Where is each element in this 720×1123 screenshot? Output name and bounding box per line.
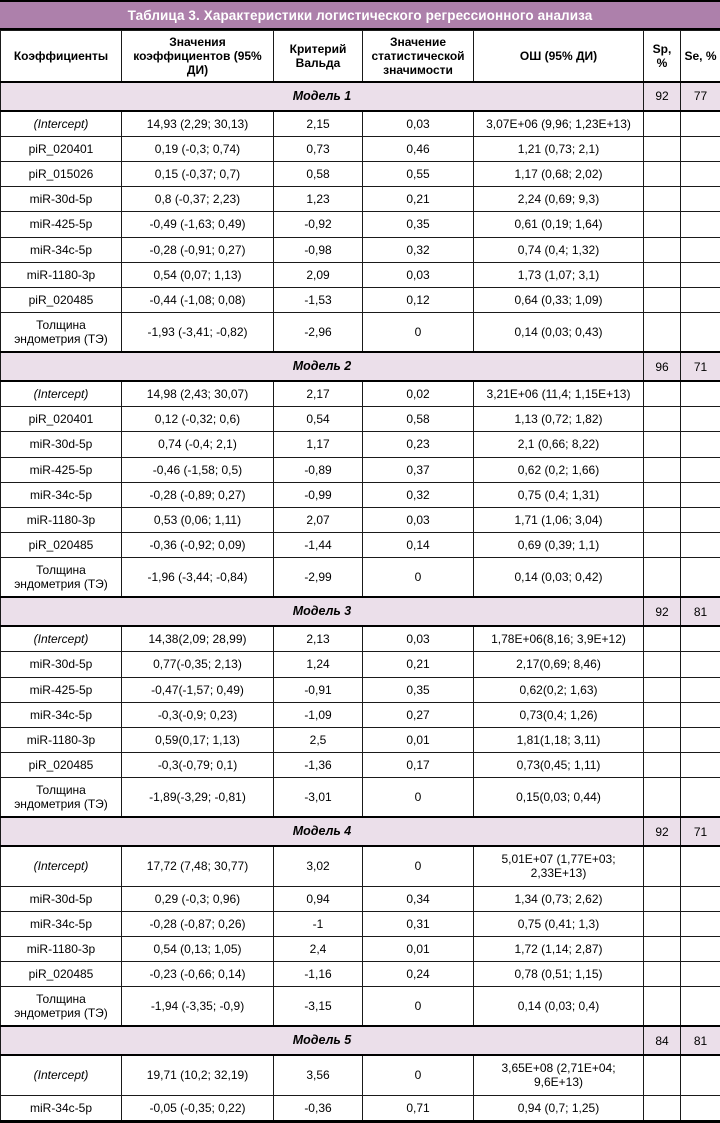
coef-value-cell: -0,44 (-1,08; 0,08) [122,287,274,312]
wald-value-cell: -3,15 [274,987,363,1027]
or-value-cell: 0,64 (0,33; 1,09) [474,287,644,312]
sp-cell [644,1095,681,1121]
se-value: 81 [681,597,720,626]
sp-cell [644,753,681,778]
table-row [1,313,720,353]
coef-value-cell: -0,23 (-0,66; 0,14) [122,962,274,987]
coefficient-name: miR-30d-5p [1,432,122,457]
se-cell [681,778,720,818]
sp-cell [644,162,681,187]
wald-value-cell: -2,96 [274,313,363,353]
coef-value-cell: 14,98 (2,43; 30,07) [122,381,274,407]
coef-value-cell: 14,93 (2,29; 30,13) [122,111,274,137]
wald-value-cell: -1,36 [274,753,363,778]
wald-value-cell: -1,53 [274,287,363,312]
se-value: 71 [681,817,720,846]
p-value-cell: 0,02 [363,381,474,407]
table-row [1,962,720,987]
sp-cell [644,111,681,137]
model-label: Модель 5 [1,1026,644,1055]
p-value-cell: 0,03 [363,626,474,652]
col-header-coefficients: Коэффициенты [1,31,122,83]
model-label: Модель 1 [1,82,644,111]
col-header-significance: Значение статистической значимости [363,31,474,83]
col-header-wald: Критерий Вальда [274,31,363,83]
p-value-cell: 0,24 [363,962,474,987]
se-cell [681,313,720,353]
coefficient-name: miR-30d-5p [1,187,122,212]
se-cell [681,1055,720,1095]
or-value-cell: 0,14 (0,03; 0,42) [474,558,644,598]
table-row [1,936,720,961]
coef-value-cell: -1,94 (-3,35; -0,9) [122,987,274,1027]
coefficient-name: piR_020401 [1,407,122,432]
coef-value-cell: -1,93 (-3,41; -0,82) [122,313,274,353]
table-row [1,262,720,287]
se-cell [681,507,720,532]
col-header-or: ОШ (95% ДИ) [474,31,644,83]
table-row [1,778,720,818]
table-row [1,287,720,312]
sp-cell [644,778,681,818]
model-band-row [1,82,720,111]
coef-value-cell: -0,46 (-1,58; 0,5) [122,457,274,482]
p-value-cell: 0,58 [363,407,474,432]
model-band-row [1,1026,720,1055]
coefficient-name: piR_020485 [1,753,122,778]
se-value: 77 [681,82,720,111]
coef-value-cell: 0,54 (0,13; 1,05) [122,936,274,961]
p-value-cell: 0,14 [363,533,474,558]
table-header [1,31,720,83]
col-header-se: Se, % [681,31,720,83]
or-value-cell: 0,69 (0,39; 1,1) [474,533,644,558]
sp-cell [644,886,681,911]
or-value-cell: 0,14 (0,03; 0,4) [474,987,644,1027]
coefficient-name: miR-34c-5p [1,237,122,262]
coef-value-cell: 0,53 (0,06; 1,11) [122,507,274,532]
sp-cell [644,482,681,507]
wald-value-cell: 2,4 [274,936,363,961]
or-value-cell: 0,75 (0,41; 1,3) [474,911,644,936]
table-row [1,432,720,457]
or-value-cell: 0,73(0,45; 1,11) [474,753,644,778]
wald-value-cell: 0,94 [274,886,363,911]
coefficient-name: piR_015026 [1,162,122,187]
or-value-cell: 2,24 (0,69; 9,3) [474,187,644,212]
wald-value-cell: -1,16 [274,962,363,987]
sp-cell [644,432,681,457]
coefficient-name: miR-34c-5p [1,1095,122,1121]
coef-value-cell: -0,05 (-0,35; 0,22) [122,1095,274,1121]
or-value-cell: 1,71 (1,06; 3,04) [474,507,644,532]
coef-value-cell: -0,3(-0,9; 0,23) [122,702,274,727]
wald-value-cell: 2,5 [274,727,363,752]
coef-value-cell: 0,15 (-0,37; 0,7) [122,162,274,187]
wald-value-cell: 3,02 [274,846,363,886]
sp-cell [644,212,681,237]
p-value-cell: 0 [363,987,474,1027]
p-value-cell: 0,21 [363,652,474,677]
p-value-cell: 0,01 [363,727,474,752]
or-value-cell: 0,73(0,4; 1,26) [474,702,644,727]
wald-value-cell: 0,73 [274,136,363,161]
model-band-row [1,597,720,626]
or-value-cell: 2,17(0,69; 8,46) [474,652,644,677]
wald-value-cell: 2,09 [274,262,363,287]
sp-cell [644,533,681,558]
wald-value-cell: -0,89 [274,457,363,482]
coef-value-cell: -0,47(-1,57; 0,49) [122,677,274,702]
p-value-cell: 0,37 [363,457,474,482]
header-row [1,31,720,83]
p-value-cell: 0,46 [363,136,474,161]
sp-cell [644,936,681,961]
wald-value-cell: -1,09 [274,702,363,727]
regression-table [0,30,720,1123]
se-cell [681,962,720,987]
or-value-cell: 2,1 (0,66; 8,22) [474,432,644,457]
wald-value-cell: -0,92 [274,212,363,237]
table-row [1,533,720,558]
or-value-cell: 1,78E+06(8,16; 3,9E+12) [474,626,644,652]
p-value-cell: 0,12 [363,287,474,312]
table-row [1,482,720,507]
or-value-cell: 0,74 (0,4; 1,32) [474,237,644,262]
table-row [1,753,720,778]
coef-value-cell: -0,28 (-0,91; 0,27) [122,237,274,262]
wald-value-cell: 1,24 [274,652,363,677]
or-value-cell: 0,62(0,2; 1,63) [474,677,644,702]
se-cell [681,652,720,677]
se-cell [681,626,720,652]
col-header-coef-values: Значения коэффициентов (95% ДИ) [122,31,274,83]
or-value-cell: 0,15(0,03; 0,44) [474,778,644,818]
table-row [1,381,720,407]
or-value-cell: 0,94 (0,7; 1,25) [474,1095,644,1121]
sp-value: 84 [644,1026,681,1055]
table-row [1,626,720,652]
col-header-sp: Sp, % [644,31,681,83]
p-value-cell: 0,31 [363,911,474,936]
sp-cell [644,457,681,482]
se-cell [681,162,720,187]
p-value-cell: 0,17 [363,753,474,778]
se-cell [681,482,720,507]
se-cell [681,753,720,778]
sp-cell [644,1055,681,1095]
p-value-cell: 0,21 [363,187,474,212]
coefficient-name: piR_020485 [1,287,122,312]
se-cell [681,287,720,312]
table-row [1,558,720,598]
or-value-cell: 0,75 (0,4; 1,31) [474,482,644,507]
sp-cell [644,727,681,752]
table-row [1,1095,720,1121]
sp-cell [644,136,681,161]
coefficient-name: miR-1180-3p [1,936,122,961]
coef-value-cell: 14,38(2,09; 28,99) [122,626,274,652]
se-cell [681,533,720,558]
coefficient-name: miR-30d-5p [1,886,122,911]
sp-cell [644,407,681,432]
or-value-cell: 1,21 (0,73; 2,1) [474,136,644,161]
sp-cell [644,287,681,312]
p-value-cell: 0,27 [363,702,474,727]
se-cell [681,381,720,407]
wald-value-cell: -1,44 [274,533,363,558]
or-value-cell: 1,72 (1,14; 2,87) [474,936,644,961]
coefficient-name: Толщина эндометрия (ТЭ) [1,313,122,353]
p-value-cell: 0,03 [363,111,474,137]
coef-value-cell: 0,8 (-0,37; 2,23) [122,187,274,212]
table-row [1,911,720,936]
table-row [1,212,720,237]
wald-value-cell: 2,17 [274,381,363,407]
wald-value-cell: -3,01 [274,778,363,818]
sp-cell [644,846,681,886]
or-value-cell: 3,21E+06 (11,4; 1,15E+13) [474,381,644,407]
wald-value-cell: -2,99 [274,558,363,598]
sp-cell [644,962,681,987]
or-value-cell: 0,78 (0,51; 1,15) [474,962,644,987]
model-band-row [1,817,720,846]
se-cell [681,987,720,1027]
wald-value-cell: 3,56 [274,1055,363,1095]
wald-value-cell: 2,15 [274,111,363,137]
model-label: Модель 2 [1,352,644,381]
p-value-cell: 0,35 [363,212,474,237]
or-value-cell: 3,65E+08 (2,71E+04; 9,6E+13) [474,1055,644,1095]
or-value-cell: 0,62 (0,2; 1,66) [474,457,644,482]
coef-value-cell: 0,54 (0,07; 1,13) [122,262,274,287]
coefficient-name: miR-34c-5p [1,702,122,727]
se-cell [681,262,720,287]
se-cell [681,136,720,161]
se-cell [681,457,720,482]
coefficient-name: Толщина эндометрия (ТЭ) [1,778,122,818]
coef-value-cell: -0,49 (-1,63; 0,49) [122,212,274,237]
p-value-cell: 0,32 [363,482,474,507]
or-value-cell: 0,61 (0,19; 1,64) [474,212,644,237]
se-cell [681,677,720,702]
or-value-cell: 5,01E+07 (1,77E+03; 2,33E+13) [474,846,644,886]
se-cell [681,936,720,961]
p-value-cell: 0,32 [363,237,474,262]
or-value-cell: 1,73 (1,07; 3,1) [474,262,644,287]
coefficient-name: piR_020401 [1,136,122,161]
coef-value-cell: -0,28 (-0,89; 0,27) [122,482,274,507]
coef-value-cell: 17,72 (7,48; 30,77) [122,846,274,886]
sp-value: 92 [644,82,681,111]
p-value-cell: 0,71 [363,1095,474,1121]
sp-cell [644,702,681,727]
wald-value-cell: -1 [274,911,363,936]
se-cell [681,432,720,457]
coef-value-cell: -0,3(-0,79; 0,1) [122,753,274,778]
coefficient-name: (Intercept) [1,1055,122,1095]
table-row [1,727,720,752]
table-row [1,677,720,702]
p-value-cell: 0,34 [363,886,474,911]
table-title: Таблица 3. Характеристики логистического регрессионного анализа [0,0,720,30]
or-value-cell: 1,13 (0,72; 1,82) [474,407,644,432]
sp-cell [644,987,681,1027]
table-row [1,162,720,187]
table-row [1,846,720,886]
sp-cell [644,677,681,702]
coef-value-cell: 19,71 (10,2; 32,19) [122,1055,274,1095]
coef-value-cell: 0,77(-0,35; 2,13) [122,652,274,677]
coef-value-cell: 0,74 (-0,4; 2,1) [122,432,274,457]
sp-cell [644,187,681,212]
coefficient-name: miR-425-5p [1,212,122,237]
model-label: Модель 4 [1,817,644,846]
sp-cell [644,558,681,598]
table-row [1,702,720,727]
wald-value-cell: 1,17 [274,432,363,457]
se-cell [681,702,720,727]
wald-value-cell: 0,58 [274,162,363,187]
coef-value-cell: -1,89(-3,29; -0,81) [122,778,274,818]
coefficient-name: (Intercept) [1,846,122,886]
or-value-cell: 1,81(1,18; 3,11) [474,727,644,752]
se-cell [681,727,720,752]
wald-value-cell: 2,07 [274,507,363,532]
p-value-cell: 0,55 [363,162,474,187]
or-value-cell: 1,34 (0,73; 2,62) [474,886,644,911]
se-cell [681,846,720,886]
table-row [1,187,720,212]
table-body [1,82,720,1121]
table-row [1,507,720,532]
coefficient-name: piR_020485 [1,533,122,558]
coef-value-cell: 0,59(0,17; 1,13) [122,727,274,752]
or-value-cell: 1,17 (0,68; 2,02) [474,162,644,187]
p-value-cell: 0,35 [363,677,474,702]
sp-cell [644,237,681,262]
coefficient-name: miR-34c-5p [1,911,122,936]
coefficient-name: miR-30d-5p [1,652,122,677]
coef-value-cell: -0,28 (-0,87; 0,26) [122,911,274,936]
model-band-row [1,352,720,381]
se-value: 71 [681,352,720,381]
p-value-cell: 0,03 [363,507,474,532]
sp-cell [644,313,681,353]
sp-cell [644,652,681,677]
table-row [1,457,720,482]
sp-cell [644,626,681,652]
sp-cell [644,911,681,936]
se-cell [681,911,720,936]
se-cell [681,237,720,262]
table-row [1,111,720,137]
model-label: Модель 3 [1,597,644,626]
p-value-cell: 0 [363,313,474,353]
coef-value-cell: 0,29 (-0,3; 0,96) [122,886,274,911]
coefficient-name: miR-1180-3p [1,727,122,752]
se-cell [681,212,720,237]
sp-cell [644,381,681,407]
sp-value: 92 [644,597,681,626]
coefficient-name: (Intercept) [1,111,122,137]
table-row [1,237,720,262]
p-value-cell: 0,01 [363,936,474,961]
p-value-cell: 0 [363,778,474,818]
table-row [1,987,720,1027]
sp-value: 92 [644,817,681,846]
sp-cell [644,507,681,532]
p-value-cell: 0 [363,1055,474,1095]
p-value-cell: 0 [363,846,474,886]
coef-value-cell: 0,12 (-0,32; 0,6) [122,407,274,432]
p-value-cell: 0,03 [363,262,474,287]
table-row [1,886,720,911]
coefficient-name: miR-1180-3p [1,262,122,287]
wald-value-cell: 2,13 [274,626,363,652]
coefficient-name: (Intercept) [1,381,122,407]
table-row [1,652,720,677]
wald-value-cell: -0,98 [274,237,363,262]
table-row [1,407,720,432]
se-cell [681,111,720,137]
table-row [1,1055,720,1095]
se-cell [681,558,720,598]
wald-value-cell: 0,54 [274,407,363,432]
coefficient-name: Толщина эндометрия (ТЭ) [1,987,122,1027]
sp-cell [644,262,681,287]
coefficient-name: miR-425-5p [1,457,122,482]
se-cell [681,407,720,432]
or-value-cell: 0,14 (0,03; 0,43) [474,313,644,353]
se-cell [681,886,720,911]
coefficient-name: miR-425-5p [1,677,122,702]
coef-value-cell: 0,19 (-0,3; 0,74) [122,136,274,161]
coefficient-name: piR_020485 [1,962,122,987]
p-value-cell: 0 [363,558,474,598]
p-value-cell: 0,23 [363,432,474,457]
coefficient-name: miR-34c-5p [1,482,122,507]
coefficient-name: miR-1180-3p [1,507,122,532]
wald-value-cell: -0,36 [274,1095,363,1121]
wald-value-cell: 1,23 [274,187,363,212]
table-row [1,136,720,161]
coefficient-name: Толщина эндометрия (ТЭ) [1,558,122,598]
sp-value: 96 [644,352,681,381]
wald-value-cell: -0,99 [274,482,363,507]
wald-value-cell: -0,91 [274,677,363,702]
coefficient-name: (Intercept) [1,626,122,652]
se-cell [681,1095,720,1121]
coef-value-cell: -0,36 (-0,92; 0,09) [122,533,274,558]
coef-value-cell: -1,96 (-3,44; -0,84) [122,558,274,598]
se-value: 81 [681,1026,720,1055]
se-cell [681,187,720,212]
or-value-cell: 3,07E+06 (9,96; 1,23E+13) [474,111,644,137]
